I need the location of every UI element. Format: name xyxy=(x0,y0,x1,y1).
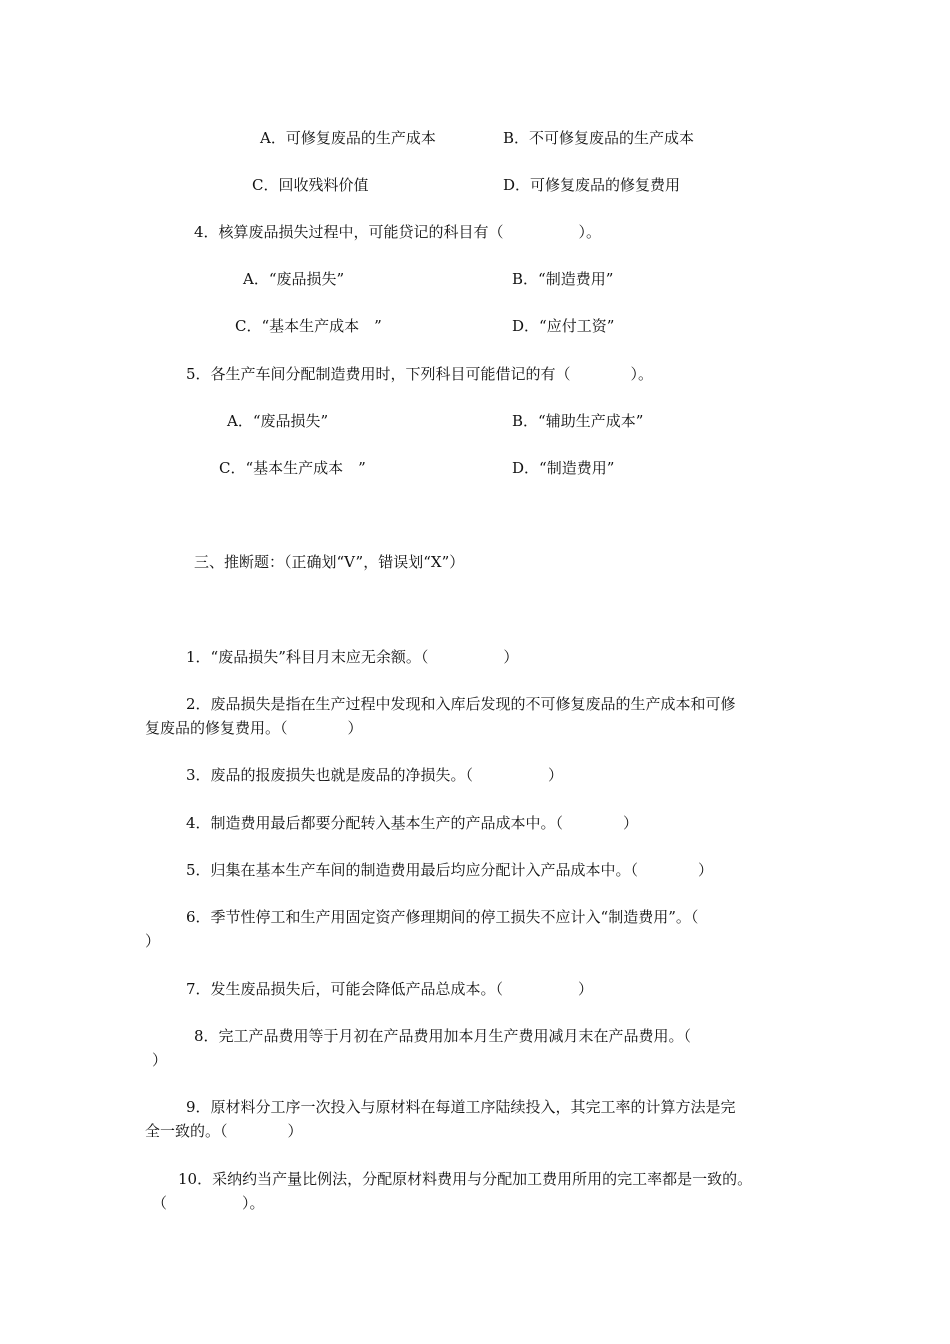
tf-item-5: 5．归集在基本生产车间的制造费用最后均应分配计入产品成本中。（ ） xyxy=(186,861,714,879)
tf-item-4: 4．制造费用最后都要分配转入基本生产的产品成本中。（ ） xyxy=(186,814,639,832)
q3-option-a: A．可修复废品的生产成本 xyxy=(260,129,436,147)
q3-option-c: C．回收残料价值 xyxy=(252,176,369,194)
tf-item-8-cont: ） xyxy=(152,1051,168,1069)
q3-option-d: D．可修复废品的修复费用 xyxy=(503,176,681,194)
q5-option-d: D．“制造费用” xyxy=(512,459,615,477)
q4-option-d: D．“应付工资” xyxy=(512,317,615,335)
q5-option-c: C．“基本生产成本 ” xyxy=(219,459,366,477)
tf-item-8: 8．完工产品费用等于月初在产品费用加本月生产费用减月末在产品费用。（ xyxy=(194,1027,692,1045)
tf-item-6-cont: ） xyxy=(145,932,161,950)
tf-item-6: 6．季节性停工和生产用固定资产修理期间的停工损失不应计入“制造费用”。（ xyxy=(186,908,699,926)
tf-item-10: 10．采纳约当产量比例法，分配原材料费用与分配加工费用所用的完工率都是一致的。 xyxy=(178,1170,753,1188)
tf-item-1: 1．“废品损失”科目月末应无余额。（ ） xyxy=(186,648,519,666)
tf-item-10-cont: （ ）。 xyxy=(152,1194,265,1212)
q4-stem: 4．核算废品损失过程中，可能贷记的科目有（ ）。 xyxy=(194,223,602,241)
tf-item-9-cont: 全一致的。（ ） xyxy=(145,1122,303,1140)
section3-heading: 三、推断题：（正确划“V”，错误划“X”） xyxy=(194,553,465,571)
q4-option-a: A．“废品损失” xyxy=(243,270,345,288)
q4-option-b: B．“制造费用” xyxy=(512,270,614,288)
q5-stem: 5．各生产车间分配制造费用时，下列科目可能借记的有（ ）。 xyxy=(186,365,654,383)
tf-item-3: 3．废品的报废损失也就是废品的净损失。（ ） xyxy=(186,766,564,784)
tf-item-2: 2．废品损失是指在生产过程中发现和入库后发现的不可修复废品的生产成本和可修 xyxy=(186,695,736,713)
tf-item-2-cont: 复废品的修复费用。（ ） xyxy=(145,719,363,737)
q3-option-b: B．不可修复废品的生产成本 xyxy=(503,129,695,147)
q5-option-b: B．“辅助生产成本” xyxy=(512,412,644,430)
tf-item-9: 9．原材料分工序一次投入与原材料在每道工序陆续投入，其完工率的计算方法是完 xyxy=(186,1098,736,1116)
tf-item-7: 7．发生废品损失后，可能会降低产品总成本。（ ） xyxy=(186,980,594,998)
q5-option-a: A．“废品损失” xyxy=(227,412,329,430)
q4-option-c: C．“基本生产成本 ” xyxy=(235,317,382,335)
